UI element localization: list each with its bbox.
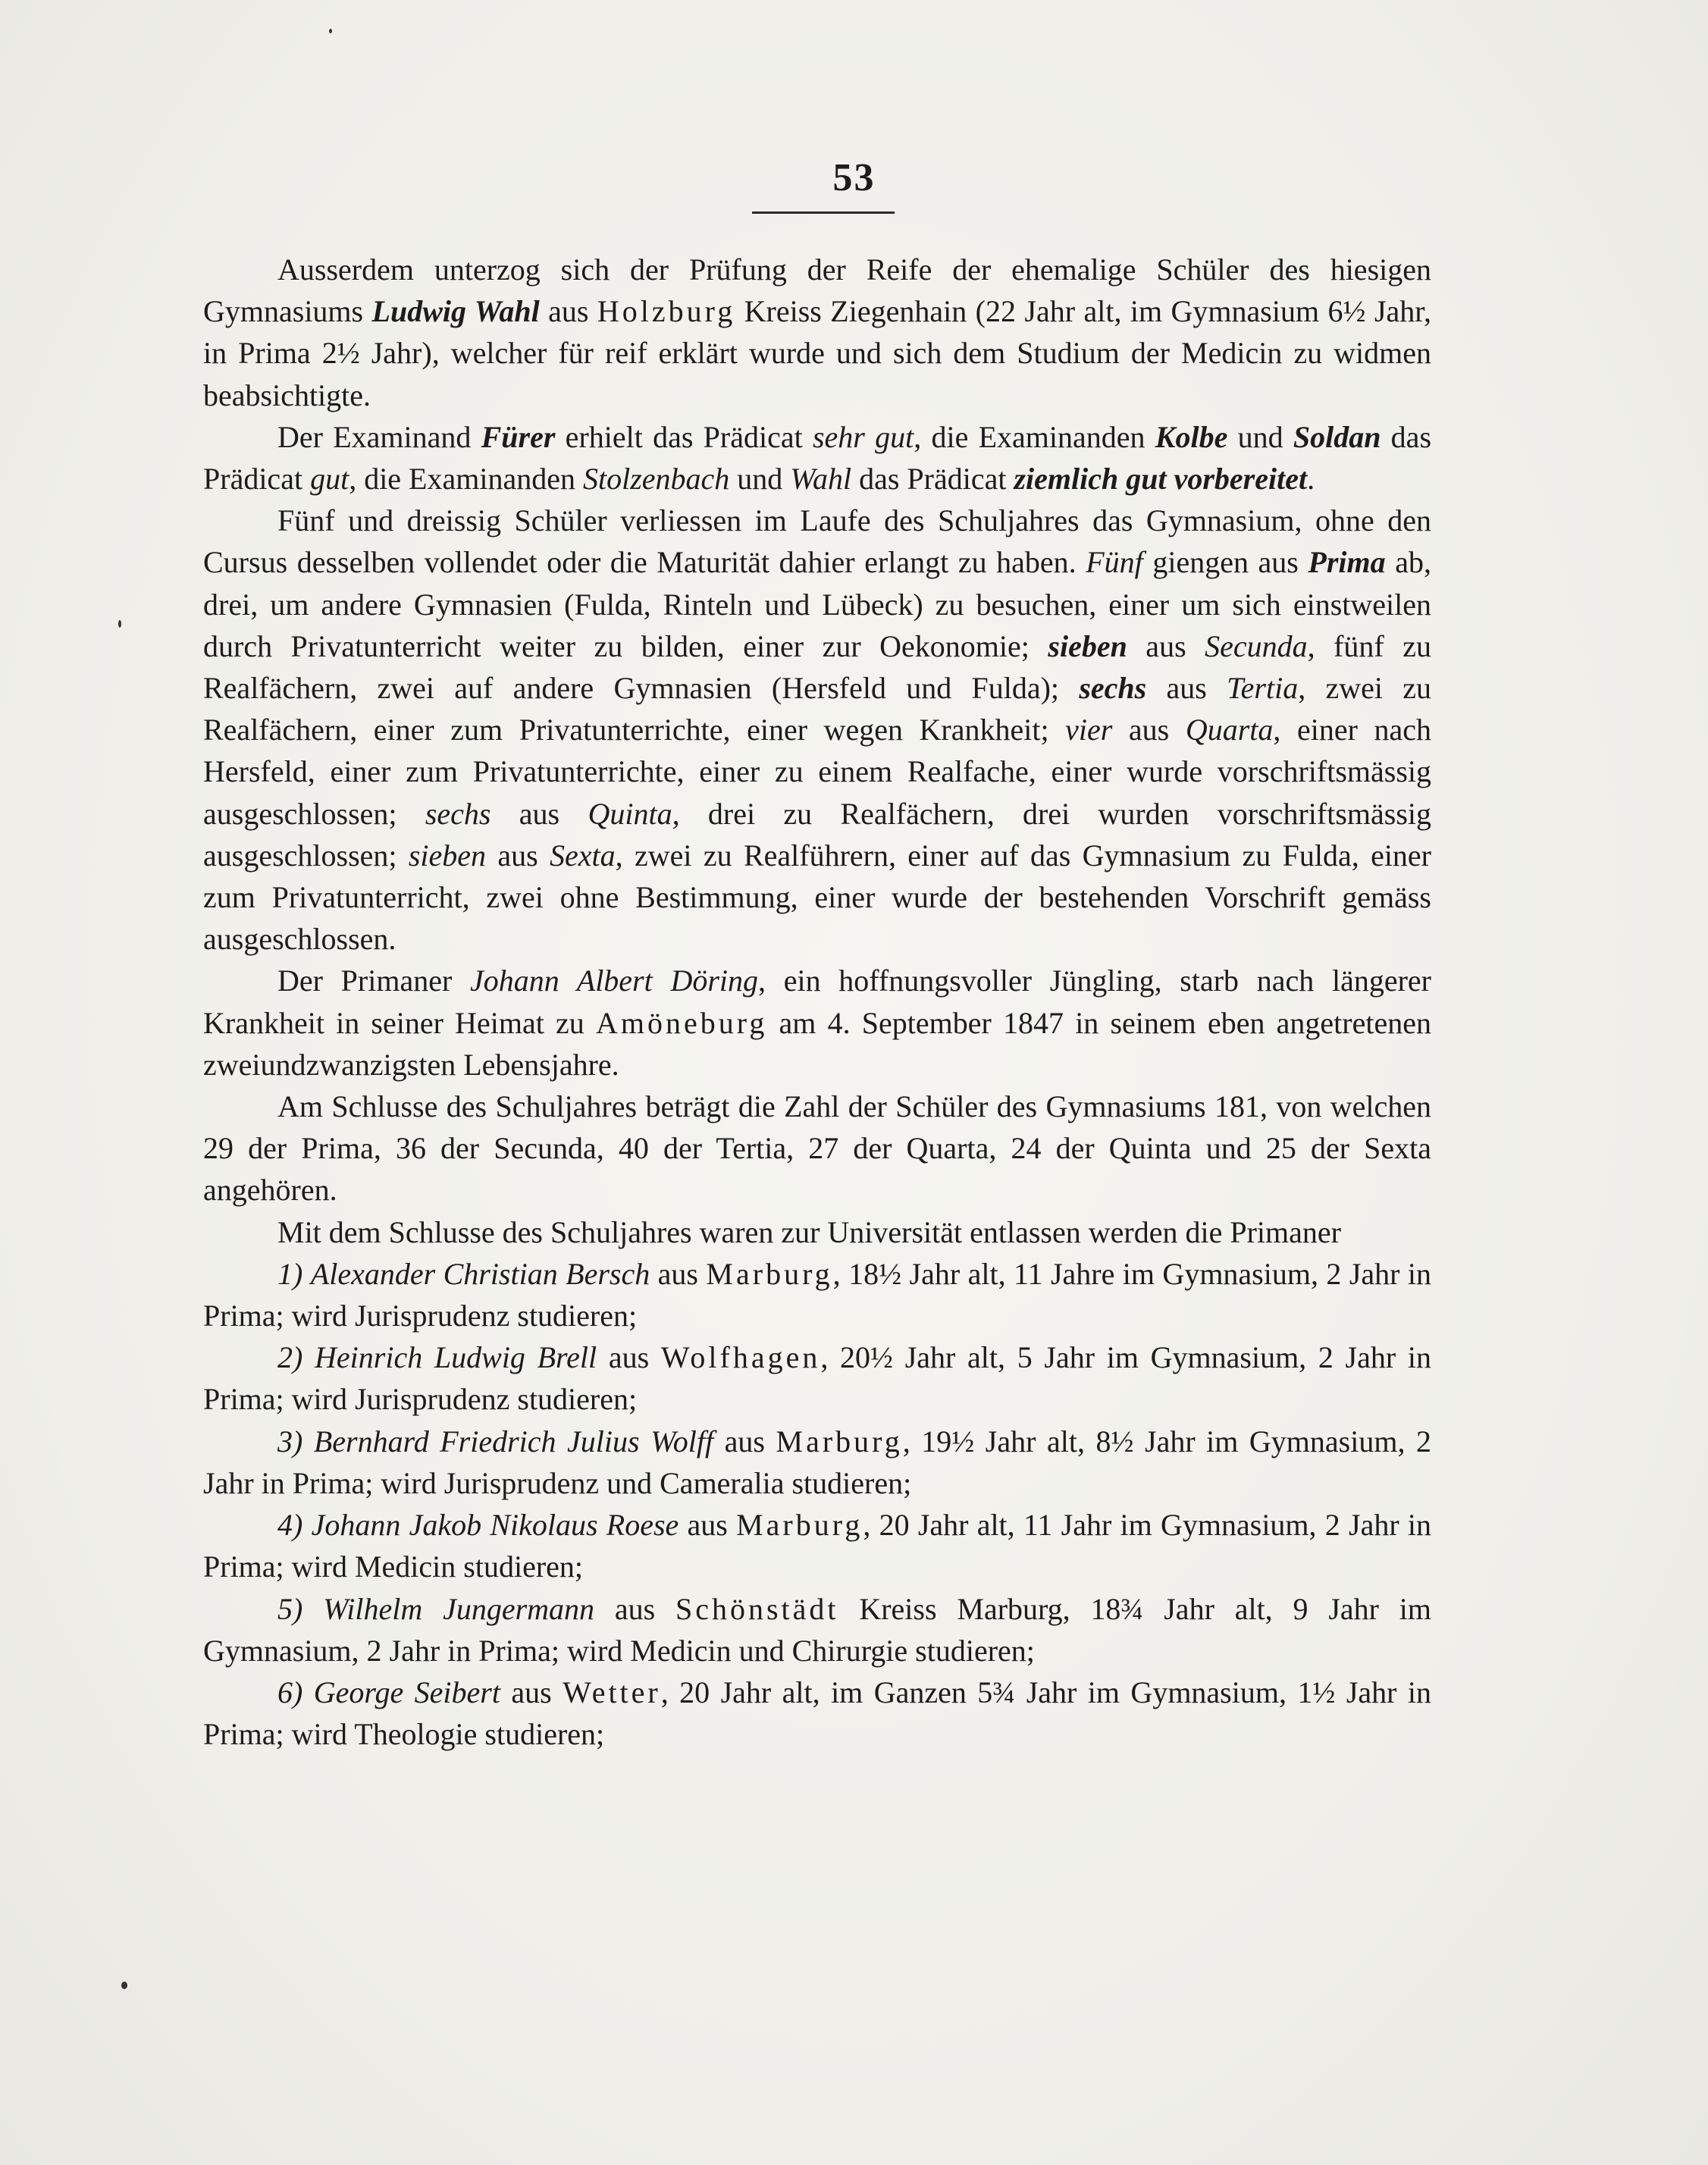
scan-speck — [121, 1982, 127, 1989]
class-name: Quinta — [588, 796, 672, 831]
body-text — [203, 249, 1431, 1755]
person-name: Stolzenbach — [582, 462, 730, 497]
place-name: Marburg — [736, 1508, 863, 1543]
text-run: das Prädicat — [851, 462, 1014, 497]
text-run: aus — [1146, 671, 1227, 706]
entry-number: 5) — [277, 1591, 303, 1626]
entry-number: 2) — [277, 1340, 303, 1375]
text-run: , fünf zu Realfächern, zwei auf andere Gymnasien (Hersfeld und Fulda); — [203, 628, 1431, 706]
count-word: sechs — [1079, 671, 1147, 706]
text-run: , drei zu Realfächern, drei wurden vorschriftsmässig ausgeschlossen; — [203, 796, 1431, 873]
text-run: giengen aus — [1142, 545, 1308, 580]
text-run: und — [729, 462, 791, 497]
grade: sehr gut — [812, 419, 914, 454]
text-run: aus — [539, 294, 597, 329]
page-number: 53 — [832, 156, 876, 199]
text-run: ab, drei, um andere Gymnasien (Fulda, Rinteln und Lübeck) zu besuchen, einer um sich einstweilen durch Privatunterricht weiter zu bilden, einer zur Oekonomie; — [203, 545, 1431, 663]
person-name: George Seibert — [313, 1675, 500, 1709]
person-name: Ludwig Wahl — [371, 294, 540, 329]
class-name: Prima — [1308, 545, 1386, 580]
text-run: und — [1227, 419, 1293, 454]
person-name: Heinrich Ludwig Brell — [315, 1340, 597, 1375]
place-name: Wolfhagen — [660, 1340, 821, 1375]
entry-number: 1) — [277, 1256, 303, 1291]
paragraph-enrollment: Am Schlusse des Schuljahres beträgt die Zahl der Schüler des Gymnasiums 181, von welchen 29 der Prima, 36 der Secunda, 40 der Tertia, 27 der Quarta, 24 der Quinta und 25 der Sexta angehören. — [203, 1089, 1431, 1208]
person-name: Bernhard Friedrich Julius Wolff — [313, 1424, 714, 1458]
graduate-entry — [203, 1672, 1431, 1755]
text-run: . — [1307, 462, 1315, 497]
text-run: , 20 Jahr alt, im Ganzen 5¾ Jahr im Gymnasium, 1½ Jahr in Prima; wird Theologie studieren; — [203, 1675, 1431, 1752]
entry-number: 6) — [277, 1675, 303, 1709]
text-run: am 4. September 1847 in seinem eben angetretenen zweiundzwanzigsten Lebensjahre. — [203, 1005, 1431, 1082]
class-name: Secunda — [1205, 628, 1308, 663]
text-run: , ein hoffnungsvoller Jüngling, starb nach längerer Krankheit in seiner Heimat zu — [203, 963, 1431, 1040]
text-run: aus — [500, 1675, 563, 1709]
graduate-entry — [203, 1253, 1431, 1336]
text-run: , die Examinanden — [349, 462, 583, 497]
person-name: Kolbe — [1155, 419, 1228, 454]
paragraph-grades — [203, 416, 1431, 500]
text-run: Ausserdem unterzog sich der Prüfung der Reife der ehemalige Schüler des hiesigen Gymnasiums — [203, 252, 1431, 329]
graduate-entry — [203, 1336, 1431, 1420]
text-run: aus — [486, 838, 550, 873]
text-run: aus — [678, 1508, 737, 1543]
header-rule — [752, 211, 895, 214]
person-name: Fürer — [481, 419, 556, 454]
count-word: sieben — [1048, 628, 1127, 663]
scan-speck — [118, 620, 121, 628]
place-name: Marburg — [706, 1256, 833, 1291]
text-run: , zwei zu Realführern, einer auf das Gymnasium zu Fulda, einer zum Privatunterricht, zwei ohne Bestimmung, einer wurde der bestehenden Vorschrift gemäss ausgeschlossen. — [203, 838, 1432, 957]
class-name: Quarta — [1185, 713, 1274, 747]
graduate-entry — [203, 1588, 1431, 1672]
text-run: aus — [1127, 628, 1205, 663]
place-name: Marburg — [776, 1424, 903, 1458]
text-run: Der Examinand — [277, 419, 481, 454]
text-run: , einer nach Hersfeld, einer zum Privatunterrichte, einer zu einem Realfache, einer wurde vorschriftsmässig ausgeschlossen; — [203, 713, 1431, 831]
entry-number: 4) — [277, 1508, 303, 1543]
count-word: sechs — [425, 796, 491, 831]
paragraph-maturity-exam — [203, 249, 1431, 416]
person-name: Alexander Christian Bersch — [310, 1256, 650, 1291]
grade: gut — [310, 462, 349, 497]
text-run: , die Examinanden — [914, 419, 1155, 454]
text-run: Kreiss Ziegenhain (22 Jahr alt, im Gymnasium 6½ Jahr, in Prima 2½ Jahr), welcher für reif erklärt wurde und sich dem Studium der Medicin zu widmen beabsichtigte. — [203, 294, 1431, 412]
text-run: , 20 Jahr alt, 11 Jahr im Gymnasium, 2 Jahr in Prima; wird Medicin studieren; — [203, 1508, 1432, 1584]
text-run: aus — [713, 1424, 776, 1458]
text-run: aus — [594, 1591, 675, 1626]
text-run: aus — [490, 796, 588, 831]
class-name: Sexta — [550, 838, 616, 873]
count-word: vier — [1065, 713, 1113, 747]
text-run: , 20½ Jahr alt, 5 Jahr im Gymnasium, 2 Jahr in Prima; wird Jurisprudenz studieren; — [203, 1340, 1431, 1417]
text-run: Kreiss Marburg, 18¾ Jahr alt, 9 Jahr im Gymnasium, 2 Jahr in Prima; wird Medicin und Chirurgie studieren; — [203, 1591, 1431, 1668]
scan-speck — [329, 29, 332, 33]
text-run: aus — [1112, 713, 1186, 747]
person-name: Johann Albert Döring — [470, 963, 759, 998]
place-name: Wetter — [563, 1675, 661, 1709]
text-run: , 18½ Jahr alt, 11 Jahre im Gymnasium, 2 Jahr in Prima; wird Jurisprudenz studieren; — [203, 1256, 1432, 1333]
paragraph-departures — [203, 500, 1431, 960]
paragraph-graduates-intro: Mit dem Schlusse des Schuljahres waren zur Universität entlassen werden die Primaner — [277, 1214, 1341, 1249]
text-run: aus — [650, 1256, 707, 1291]
place-name: Schönstädt — [675, 1591, 839, 1626]
text-run: , 19½ Jahr alt, 8½ Jahr im Gymnasium, 2 Jahr in Prima; wird Jurisprudenz und Cameralia studieren; — [203, 1424, 1431, 1500]
text-run: Fünf und dreissig Schüler verliessen im Laufe des Schuljahres das Gymnasium, ohne den Cursus desselben vollendet oder die Maturität dahier erlangt zu haben. — [203, 503, 1431, 580]
grade: ziemlich gut vorbereitet — [1014, 462, 1308, 497]
count-word: Fünf — [1086, 545, 1143, 580]
paragraph-obituary — [203, 960, 1431, 1086]
text-run: , zwei zu Realfächern, einer zum Privatunterrichte, einer wegen Krankheit; — [203, 671, 1432, 747]
count-word: sieben — [408, 838, 487, 873]
person-name: Soldan — [1293, 419, 1381, 454]
entry-number: 3) — [277, 1424, 303, 1458]
person-name: Wilhelm Jungermann — [323, 1591, 595, 1626]
graduate-entry — [203, 1421, 1431, 1504]
text-run: erhielt das Prädicat — [555, 419, 813, 454]
text-run: das Prädicat — [203, 419, 1432, 497]
text-run: Der Primaner — [277, 963, 471, 998]
class-name: Tertia — [1227, 671, 1299, 706]
graduate-entry — [203, 1504, 1431, 1587]
place-name: Holzburg — [597, 294, 736, 329]
person-name: Wahl — [790, 462, 852, 497]
text-run: aus — [597, 1340, 661, 1375]
place-name: Amöneburg — [595, 1005, 768, 1040]
person-name: Johann Jakob Nikolaus Roese — [311, 1508, 679, 1543]
